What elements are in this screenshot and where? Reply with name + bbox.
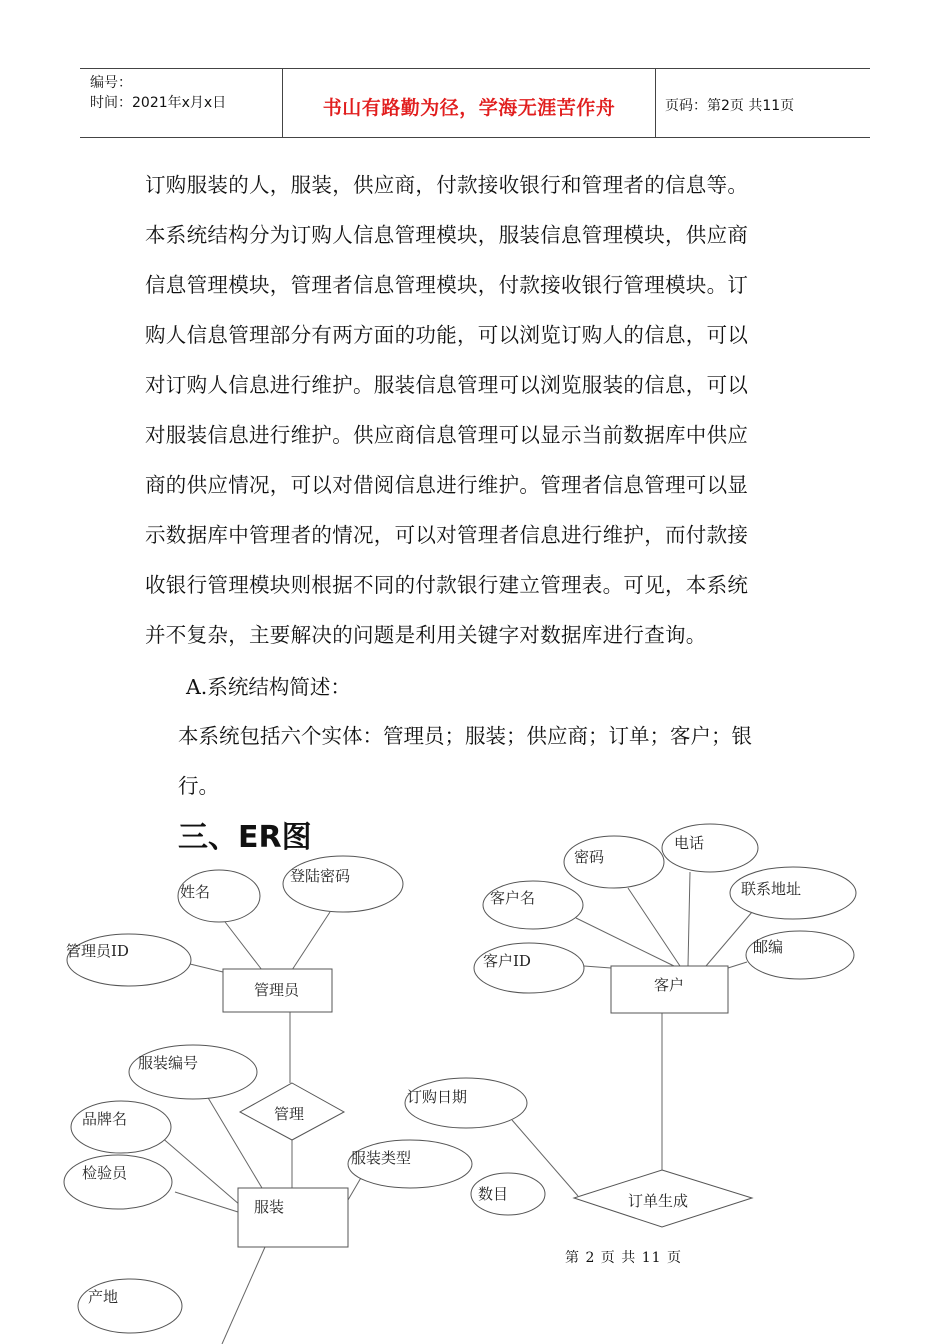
connector-line (160, 1136, 240, 1205)
body-line: 订购服装的人，服装，供应商，付款接收银行和管理者的信息等。 (145, 173, 749, 197)
entity-clothing-box (238, 1188, 348, 1247)
attr-customer-id: 客户ID (483, 952, 531, 970)
connector-line (222, 918, 262, 970)
connector-line (728, 962, 747, 968)
connector-line (348, 1176, 362, 1200)
entity-customer: 客户 (654, 976, 685, 994)
body-line: 收银行管理模块则根据不同的付款银行建立管理表。可见，本系统 (145, 573, 749, 597)
body-line: 商的供应情况，可以对借阅信息进行维护。管理者信息管理可以显 (145, 473, 749, 497)
time-label: 时间：2021年x月x日 (90, 95, 227, 111)
section-heading: 三、ER图 (178, 820, 312, 855)
attr-brand: 品牌名 (82, 1110, 128, 1128)
connector-line (628, 888, 680, 966)
relation-manage: 管理 (274, 1105, 305, 1123)
entities-line: 本系统包括六个实体：管理员；服装；供应商；订单；客户；银 (178, 724, 752, 748)
page-footer: 第 2 页 共 11 页 (565, 1250, 682, 1266)
body-line: 对服装信息进行维护。供应商信息管理可以显示当前数据库中供应 (145, 423, 749, 447)
attr-zipcode: 邮编 (753, 938, 784, 956)
body-line: 对订购人信息进行维护。服装信息管理可以浏览服装的信息，可以 (145, 373, 749, 397)
number-label: 编号： (90, 75, 132, 91)
attr-origin: 产地 (88, 1288, 119, 1306)
page-info: 页码：第2页 共11页 (665, 98, 795, 114)
body-line: 购人信息管理部分有两方面的功能，可以浏览订购人的信息，可以 (145, 323, 749, 347)
attr-clothing-id: 服装编号 (138, 1054, 199, 1072)
entity-admin: 管理员 (254, 981, 300, 999)
attr-inspector: 检验员 (82, 1164, 128, 1182)
body-line: 并不复杂，主要解决的问题是利用关键字对数据库进行查询。 (145, 623, 707, 647)
connector-line (688, 872, 690, 966)
body-line: 示数据库中管理者的情况，可以对管理者信息进行维护，而付款接 (145, 523, 749, 547)
motto: 书山有路勤为径，学海无涯苦作舟 (322, 97, 616, 119)
body-line: 信息管理模块，管理者信息管理模块，付款接收银行管理模块。订 (145, 273, 749, 297)
attr-login-password: 登陆密码 (290, 867, 351, 885)
attr-password: 密码 (574, 848, 605, 866)
entity-clothing: 服装 (254, 1198, 285, 1216)
body-line: 本系统结构分为订购人信息管理模块，服装信息管理模块，供应商 (145, 223, 749, 247)
attr-phone: 电话 (674, 834, 705, 852)
attr-customer-name: 客户名 (490, 889, 536, 907)
connector-line (222, 1247, 265, 1344)
subsection-title: A.系统结构简述： (186, 675, 351, 699)
connector-line (584, 966, 611, 968)
attr-admin-id: 管理员ID (66, 942, 129, 960)
entities-line-cont: 行。 (178, 774, 219, 798)
attr-name: 姓名 (180, 883, 211, 901)
attr-address: 联系地址 (741, 880, 802, 898)
connector-line (292, 912, 330, 970)
attr-clothing-type: 服装类型 (351, 1149, 412, 1167)
connector-line (190, 964, 223, 972)
attr-quantity: 数目 (478, 1185, 509, 1203)
connector-line (576, 918, 674, 966)
attr-order-date: 订购日期 (407, 1088, 468, 1106)
relation-order: 订单生成 (628, 1192, 689, 1210)
